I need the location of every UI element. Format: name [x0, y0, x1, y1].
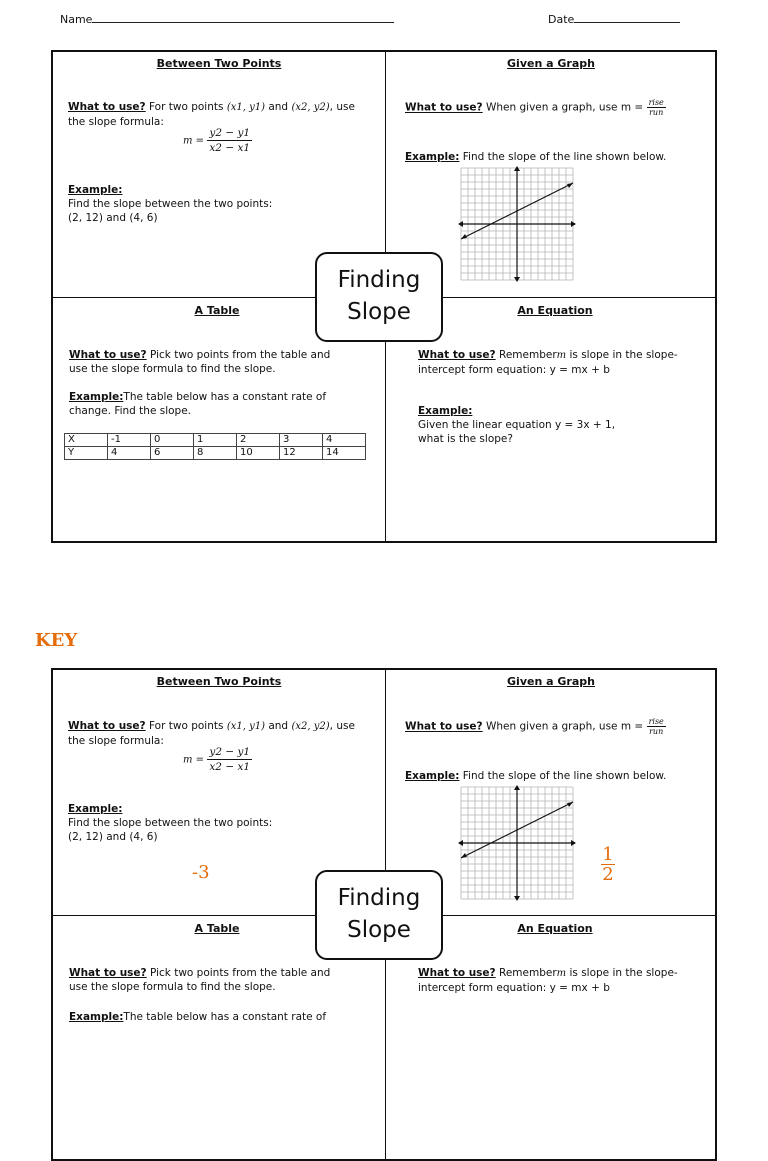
slope-formula: [183, 745, 252, 774]
point1-notation: (x1, y1): [226, 721, 265, 732]
two-points-what-label: What to use?: [68, 720, 146, 732]
center-line1: Finding: [337, 267, 421, 293]
table-cell: 6: [151, 447, 194, 460]
rise-over-run: [647, 98, 666, 117]
equation-example: [418, 404, 708, 446]
coordinate-graph: [457, 166, 577, 282]
equation-what-text-1: Remember: [499, 349, 557, 361]
graph-what-label: What to use?: [405, 101, 483, 114]
graph-title: Given a Graph: [507, 57, 595, 70]
name-line: [92, 12, 394, 23]
table-what: [69, 348, 369, 376]
equation-what-label: What to use?: [418, 349, 496, 361]
point1-notation: (x1, y1): [226, 102, 265, 113]
table-what: [69, 966, 369, 994]
graph-example: [405, 769, 705, 783]
equation-what-text-2: is slope in the slope-: [569, 967, 678, 979]
slope-formula: [183, 126, 252, 155]
m-symbol: m: [556, 968, 567, 979]
two-points-what-text-4: the slope formula:: [68, 735, 164, 747]
two-points-what-text-1: For two points: [149, 720, 224, 732]
date-field: [548, 12, 680, 26]
two-points-title: Between Two Points: [156, 57, 282, 70]
equation-title: An Equation: [517, 922, 593, 935]
name-field: [60, 12, 394, 26]
two-points-example-label: Example:: [68, 803, 123, 815]
graph-what-text: When given a graph, use m =: [486, 101, 644, 114]
equation-example-label: Example:: [418, 405, 473, 417]
formula-fraction: [207, 745, 252, 774]
table-what-text-1: Pick two points from the table and: [150, 967, 331, 979]
two-points-example-line1: Find the slope between the two points:: [68, 198, 273, 210]
xy-table: [64, 433, 366, 460]
two-points-what-label: What to use?: [68, 101, 146, 113]
table-example-text-1: The table below has a constant rate of: [123, 1011, 327, 1023]
y-axis-arrow-down: [514, 277, 520, 282]
graph-example: [405, 150, 705, 164]
equation-what: [418, 348, 708, 377]
table-what-label: What to use?: [69, 349, 147, 361]
date-line: [574, 12, 680, 23]
two-points-what-text-2: and: [268, 720, 289, 732]
center-line2: Slope: [347, 299, 411, 325]
date-label: Date: [548, 13, 575, 26]
center-line2: Slope: [347, 917, 411, 943]
graph-example-label: Example:: [405, 770, 460, 782]
finding-slope-box: [315, 870, 443, 960]
two-points-example-line2: (2, 12) and (4, 6): [68, 212, 158, 224]
graph-what-label: What to use?: [405, 720, 483, 733]
graph-example-text: Find the slope of the line shown below.: [462, 770, 667, 782]
table-cell: 12: [280, 447, 323, 460]
coordinate-graph: [457, 785, 577, 901]
graph-example-label: Example:: [405, 151, 460, 163]
equation-what: [418, 966, 708, 995]
two-points-example-line1: Find the slope between the two points:: [68, 817, 273, 829]
xy-table-wrap: [64, 433, 366, 460]
formula-numerator: y2 − y1: [209, 746, 251, 758]
two-points-example-line2: (2, 12) and (4, 6): [68, 831, 158, 843]
x-axis-arrow-right: [571, 840, 576, 846]
name-label: Name: [60, 13, 93, 26]
two-points-what-text-4: the slope formula:: [68, 116, 164, 128]
two-points-example: [68, 183, 368, 225]
answer-two-points: -3: [192, 862, 210, 883]
equation-what-text-3: intercept form equation: y = mx + b: [418, 364, 610, 376]
formula-denominator: x2 − x1: [209, 142, 251, 154]
graph-what: [405, 717, 705, 736]
two-points-what-text-3: , use: [329, 720, 355, 732]
answer-graph-denominator: 2: [602, 864, 614, 885]
rise-text: rise: [648, 98, 664, 107]
table-example: [69, 1010, 369, 1024]
two-points-what-text-1: For two points: [149, 101, 224, 113]
run-text: run: [649, 727, 664, 736]
rise-over-run: [647, 717, 666, 736]
table-cell: 4: [108, 447, 151, 460]
answer-graph-numerator: 1: [602, 844, 614, 865]
run-text: run: [649, 108, 664, 117]
graph-what-text: When given a graph, use m =: [486, 720, 644, 733]
formula-m: m =: [183, 135, 205, 147]
table-what-label: What to use?: [69, 967, 147, 979]
graph-what: [405, 98, 705, 117]
table-cell: 4: [323, 434, 366, 447]
answer-graph: [601, 846, 615, 885]
equation-what-text-1: Remember: [499, 967, 557, 979]
table-cell: 10: [237, 447, 280, 460]
point2-notation: (x2, y2): [291, 721, 330, 732]
equation-what-text-3: intercept form equation: y = mx + b: [418, 982, 610, 994]
table-title: A Table: [194, 304, 240, 317]
table-cell: Y: [65, 447, 108, 460]
formula-fraction: [207, 126, 252, 155]
two-points-example: [68, 802, 368, 844]
table-cell: 2: [237, 434, 280, 447]
equation-what-label: What to use?: [418, 967, 496, 979]
table-example-label: Example:: [69, 1011, 124, 1023]
table-example: [69, 390, 369, 418]
table-what-text-2: use the slope formula to find the slope.: [69, 981, 276, 993]
table-cell: 0: [151, 434, 194, 447]
two-points-what: [68, 100, 368, 129]
equation-what-text-2: is slope in the slope-: [569, 349, 678, 361]
y-axis-arrow-up: [514, 785, 520, 790]
two-points-title: Between Two Points: [156, 675, 282, 688]
equation-example-text-2: what is the slope?: [418, 433, 513, 445]
two-points-what-text-3: , use: [329, 101, 355, 113]
two-points-example-label: Example:: [68, 184, 123, 196]
table-cell: 3: [280, 434, 323, 447]
x-axis-arrow-left: [458, 840, 463, 846]
table-example-text-1: The table below has a constant rate of: [123, 391, 327, 403]
x-axis-arrow-right: [571, 221, 576, 227]
table-example-label: Example:: [69, 391, 124, 403]
table-row-y: [65, 447, 366, 460]
table-cell: 1: [194, 434, 237, 447]
x-axis-arrow-left: [458, 221, 463, 227]
table-what-text-2: use the slope formula to find the slope.: [69, 363, 276, 375]
formula-numerator: y2 − y1: [209, 127, 251, 139]
y-axis-arrow-up: [514, 166, 520, 171]
center-line1: Finding: [337, 885, 421, 911]
worksheet-key: [51, 668, 717, 1161]
graph-title: Given a Graph: [507, 675, 595, 688]
graph-example-text: Find the slope of the line shown below.: [462, 151, 667, 163]
formula-denominator: x2 − x1: [209, 761, 251, 773]
point2-notation: (x2, y2): [291, 102, 330, 113]
finding-slope-box: [315, 252, 443, 342]
y-axis-arrow-down: [514, 896, 520, 901]
slope-line-arrow-end: [567, 183, 573, 188]
equation-title: An Equation: [517, 304, 593, 317]
worksheet-1: [51, 50, 717, 543]
table-cell: X: [65, 434, 108, 447]
table-cell: 8: [194, 447, 237, 460]
slope-line-arrow-end: [567, 802, 573, 807]
rise-text: rise: [648, 717, 664, 726]
table-title: A Table: [194, 922, 240, 935]
two-points-what-text-2: and: [268, 101, 289, 113]
table-row-x: [65, 434, 366, 447]
table-cell: 14: [323, 447, 366, 460]
key-label: KEY: [35, 630, 78, 651]
table-cell: -1: [108, 434, 151, 447]
table-what-text-1: Pick two points from the table and: [150, 349, 331, 361]
m-symbol: m: [556, 350, 567, 361]
table-example-text-2: change. Find the slope.: [69, 405, 192, 417]
formula-m: m =: [183, 754, 205, 766]
two-points-what: [68, 719, 368, 748]
equation-example-text-1: Given the linear equation y = 3x + 1,: [418, 419, 616, 431]
